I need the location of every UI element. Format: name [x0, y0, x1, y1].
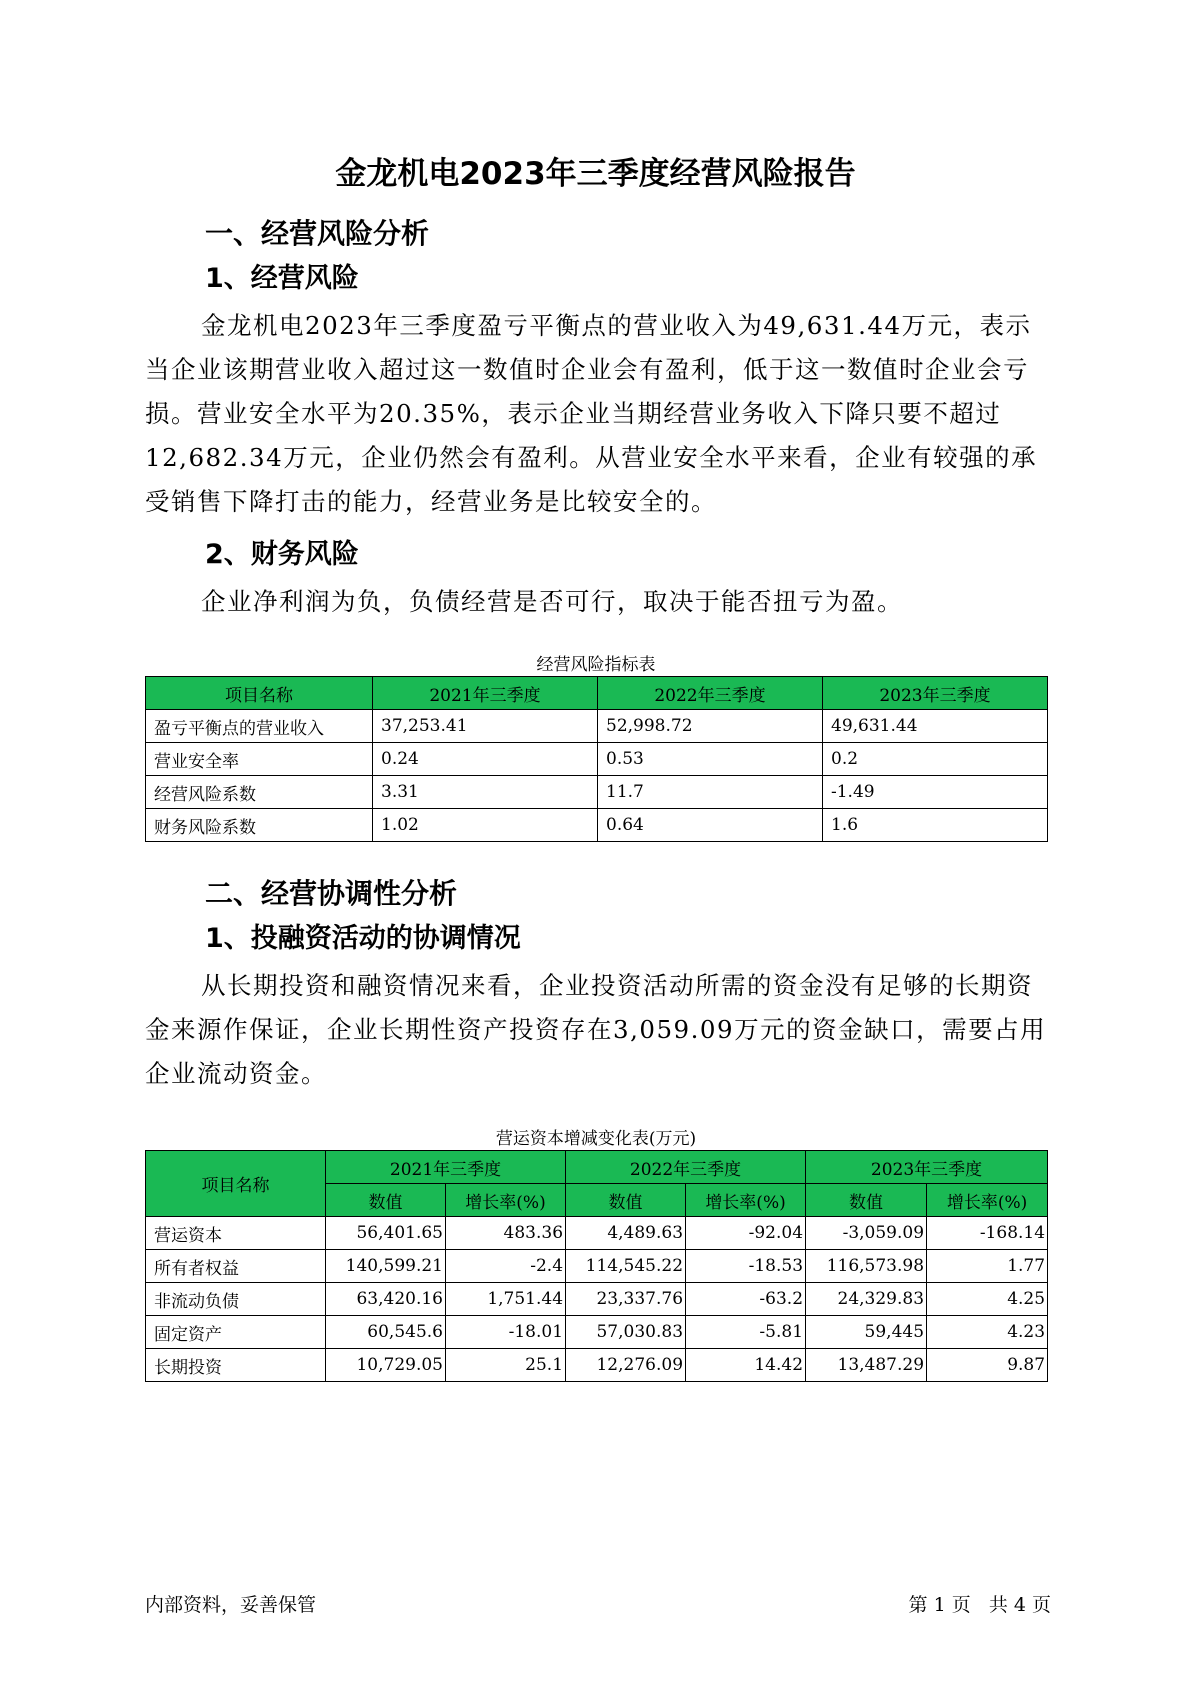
- table-header-row: [146, 1151, 1048, 1184]
- section1-sub2-heading: 2、财务风险: [205, 539, 359, 570]
- value-cell: 10,729.05: [326, 1349, 446, 1382]
- value-cell: 57,030.83: [566, 1316, 686, 1349]
- table-row: [146, 743, 1048, 776]
- value-cell: 4.23: [927, 1316, 1048, 1349]
- period-header: 2022年三季度: [566, 1151, 806, 1184]
- row-name-cell: 固定资产: [146, 1316, 326, 1349]
- value-cell: 56,401.65: [326, 1217, 446, 1250]
- footer-confidential-note: 内部资料，妥善保管: [145, 1594, 317, 1616]
- value-cell: 1.02: [373, 809, 598, 842]
- section1-sub1-heading: 1、经营风险: [205, 263, 359, 294]
- value-cell: 49,631.44: [823, 710, 1048, 743]
- value-cell: 14.42: [686, 1349, 806, 1382]
- value-cell: 52,998.72: [598, 710, 823, 743]
- row-name-cell: 财务风险系数: [146, 809, 373, 842]
- value-cell: 1.6: [823, 809, 1048, 842]
- table-row: [146, 809, 1048, 842]
- table-row: [146, 1349, 1048, 1382]
- row-name-cell: 营运资本: [146, 1217, 326, 1250]
- value-cell: 37,253.41: [373, 710, 598, 743]
- footer-page-number: 第 1 页 共 4 页: [908, 1594, 1051, 1616]
- value-cell: 23,337.76: [566, 1283, 686, 1316]
- value-cell: 114,545.22: [566, 1250, 686, 1283]
- header-cell: 2022年三季度: [598, 677, 823, 710]
- table-row: [146, 1250, 1048, 1283]
- row-name-cell: 盈亏平衡点的营业收入: [146, 710, 373, 743]
- value-cell: -92.04: [686, 1217, 806, 1250]
- row-name-cell: 营业安全率: [146, 743, 373, 776]
- subheader-cell: 数值: [806, 1184, 927, 1217]
- working-capital-table: [145, 1150, 1048, 1382]
- subheader-cell: 增长率(%): [446, 1184, 566, 1217]
- value-cell: 60,545.6: [326, 1316, 446, 1349]
- subheader-cell: 增长率(%): [927, 1184, 1048, 1217]
- financial-risk-paragraph: 企业净利润为负，负债经营是否可行，取决于能否扭亏为盈。: [201, 587, 903, 616]
- risk-indicator-table: [145, 676, 1048, 842]
- working-capital-table-caption: 营运资本增减变化表(万元): [495, 1129, 697, 1149]
- report-title: 金龙机电2023年三季度经营风险报告: [335, 156, 856, 192]
- value-cell: 1,751.44: [446, 1283, 566, 1316]
- risk-table-caption: 经营风险指标表: [536, 655, 656, 675]
- table-row: [146, 710, 1048, 743]
- value-cell: 140,599.21: [326, 1250, 446, 1283]
- section2-heading: 二、经营协调性分析: [205, 877, 458, 910]
- period-header: 2021年三季度: [326, 1151, 566, 1184]
- subheader-cell: 数值: [566, 1184, 686, 1217]
- value-cell: 9.87: [927, 1349, 1048, 1382]
- value-cell: 0.2: [823, 743, 1048, 776]
- investment-financing-paragraph: 从长期投资和融资情况来看，企业投资活动所需的资金没有足够的长期资金来源作保证，企业长期性资产投资存在3,059.09万元的资金缺口，需要占用企业流动资金。: [145, 971, 1047, 1088]
- value-cell: -63.2: [686, 1283, 806, 1316]
- header-cell: 2023年三季度: [823, 677, 1048, 710]
- header-cell: 2021年三季度: [373, 677, 598, 710]
- value-cell: 3.31: [373, 776, 598, 809]
- value-cell: -18.01: [446, 1316, 566, 1349]
- value-cell: 116,573.98: [806, 1250, 927, 1283]
- row-name-cell: 长期投资: [146, 1349, 326, 1382]
- table-header-row: [146, 677, 1048, 710]
- value-cell: -1.49: [823, 776, 1048, 809]
- value-cell: 25.1: [446, 1349, 566, 1382]
- value-cell: 483.36: [446, 1217, 566, 1250]
- value-cell: 0.64: [598, 809, 823, 842]
- subheader-cell: 增长率(%): [686, 1184, 806, 1217]
- value-cell: -5.81: [686, 1316, 806, 1349]
- section2-sub1-heading: 1、投融资活动的协调情况: [205, 923, 521, 954]
- table-row: [146, 1283, 1048, 1316]
- table-row: [146, 776, 1048, 809]
- value-cell: 59,445: [806, 1316, 927, 1349]
- row-name-cell: 非流动负债: [146, 1283, 326, 1316]
- table-row: [146, 1217, 1048, 1250]
- value-cell: 24,329.83: [806, 1283, 927, 1316]
- section1-heading: 一、经营风险分析: [205, 217, 430, 250]
- value-cell: -3,059.09: [806, 1217, 927, 1250]
- value-cell: 0.24: [373, 743, 598, 776]
- value-cell: -2.4: [446, 1250, 566, 1283]
- value-cell: 0.53: [598, 743, 823, 776]
- row-name-cell: 所有者权益: [146, 1250, 326, 1283]
- value-cell: -168.14: [927, 1217, 1048, 1250]
- header-cell: 项目名称: [146, 677, 373, 710]
- value-cell: 13,487.29: [806, 1349, 927, 1382]
- value-cell: 1.77: [927, 1250, 1048, 1283]
- value-cell: -18.53: [686, 1250, 806, 1283]
- period-header: 2023年三季度: [806, 1151, 1048, 1184]
- value-cell: 4,489.63: [566, 1217, 686, 1250]
- operating-risk-paragraph: 金龙机电2023年三季度盈亏平衡点的营业收入为49,631.44万元，表示当企业该期营业收入超过这一数值时企业会有盈利，低于这一数值时企业会亏损。营业安全水平为20.35%，表示企业当期经营业务收入下降只要不超过12,682.34万元，企业仍然会有盈利。从营业安全水平来看，企业有较强的承受销售下降打击的能力，经营业务是比较安全的。: [145, 311, 1038, 516]
- value-cell: 4.25: [927, 1283, 1048, 1316]
- row-name-cell: 经营风险系数: [146, 776, 373, 809]
- header-cell: 项目名称: [146, 1151, 326, 1217]
- value-cell: 11.7: [598, 776, 823, 809]
- table-row: [146, 1316, 1048, 1349]
- subheader-cell: 数值: [326, 1184, 446, 1217]
- value-cell: 63,420.16: [326, 1283, 446, 1316]
- value-cell: 12,276.09: [566, 1349, 686, 1382]
